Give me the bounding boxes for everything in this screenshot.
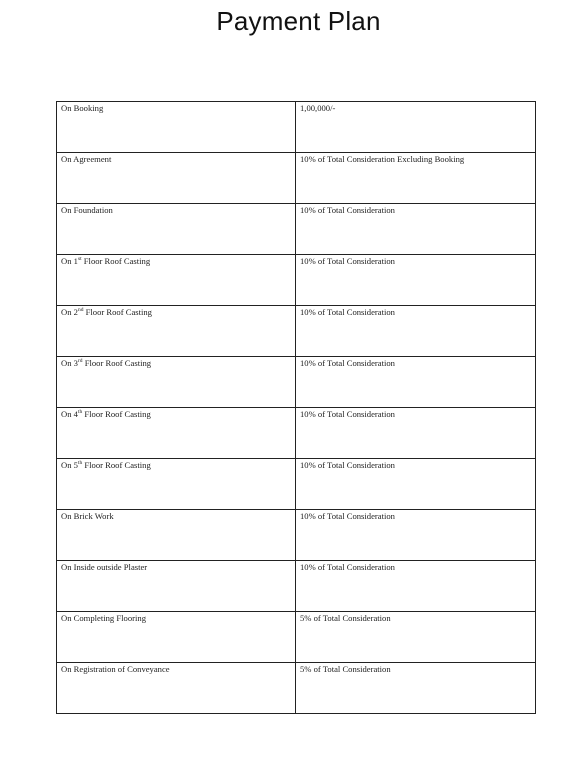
page-title: Payment Plan — [216, 6, 381, 36]
table-row — [57, 357, 536, 408]
table-row — [57, 153, 536, 204]
stage-label: On 1 — [61, 256, 78, 266]
stage-label: On 2 — [61, 307, 78, 317]
stage-label-rest: Floor Roof Casting — [82, 460, 151, 470]
amount-cell — [296, 153, 536, 204]
stage-cell — [57, 306, 296, 357]
stage-label: On Booking — [61, 103, 104, 113]
table-row — [57, 510, 536, 561]
ordinal-suffix: st — [77, 256, 82, 263]
stage-cell — [57, 255, 296, 306]
stage-cell — [57, 612, 296, 663]
stage-cell — [57, 663, 296, 714]
stage-label-rest: Floor Roof Casting — [82, 358, 152, 368]
stage-cell — [57, 153, 296, 204]
amount-text: 5% of Total Consideration — [300, 613, 391, 623]
table-row — [57, 612, 536, 663]
amount-cell — [296, 510, 536, 561]
amount-text: 10% of Total Consideration — [300, 562, 395, 572]
amount-cell — [296, 459, 536, 510]
amount-cell — [296, 102, 536, 153]
ordinal-suffix: nd — [77, 307, 84, 314]
stage-cell — [57, 408, 296, 459]
ordinal-suffix: th — [77, 409, 83, 416]
amount-text: 10% of Total Consideration — [300, 307, 395, 317]
stage-label: On 3 — [61, 358, 78, 368]
table-row — [57, 561, 536, 612]
amount-cell — [296, 408, 536, 459]
stage-cell — [57, 204, 296, 255]
table-row — [57, 459, 536, 510]
stage-label: On Foundation — [61, 205, 113, 215]
amount-text: 10% of Total Consideration — [300, 205, 395, 215]
table-row — [57, 102, 536, 153]
stage-label: On 5 — [61, 460, 78, 470]
amount-cell — [296, 663, 536, 714]
amount-text: 5% of Total Consideration — [300, 664, 391, 674]
stage-label: On 4 — [61, 409, 78, 419]
stage-label: On Inside outside Plaster — [61, 562, 148, 572]
amount-text: 10% of Total Consideration — [300, 358, 395, 368]
ordinal-suffix: rd — [77, 358, 83, 365]
stage-label: On Brick Work — [61, 511, 114, 521]
amount-text: 10% of Total Consideration — [300, 409, 395, 419]
stage-label: On Agreement — [61, 154, 112, 164]
table-row — [57, 408, 536, 459]
payment-plan-table — [56, 101, 536, 714]
stage-cell — [57, 510, 296, 561]
amount-cell — [296, 561, 536, 612]
ordinal-suffix: th — [77, 460, 83, 467]
amount-cell — [296, 357, 536, 408]
stage-label-rest: Floor Roof Casting — [82, 409, 151, 419]
stage-cell — [57, 357, 296, 408]
amount-cell — [296, 204, 536, 255]
amount-text: 10% of Total Consideration — [300, 511, 395, 521]
amount-text: 10% of Total Consideration — [300, 256, 395, 266]
amount-text: 10% of Total Consideration Excluding Booking — [300, 154, 465, 164]
stage-cell — [57, 102, 296, 153]
stage-cell — [57, 459, 296, 510]
amount-text: 10% of Total Consideration — [300, 460, 395, 470]
table-row — [57, 204, 536, 255]
amount-cell — [296, 612, 536, 663]
table-row — [57, 255, 536, 306]
amount-cell — [296, 255, 536, 306]
stage-label: On Completing Flooring — [61, 613, 146, 623]
stage-cell — [57, 561, 296, 612]
table-row — [57, 306, 536, 357]
stage-label-rest: Floor Roof Casting — [81, 256, 151, 266]
stage-label: On Registration of Conveyance — [61, 664, 170, 674]
table-row — [57, 663, 536, 714]
amount-cell — [296, 306, 536, 357]
amount-text: 1,00,000/- — [300, 103, 336, 113]
stage-label-rest: Floor Roof Casting — [83, 307, 152, 317]
